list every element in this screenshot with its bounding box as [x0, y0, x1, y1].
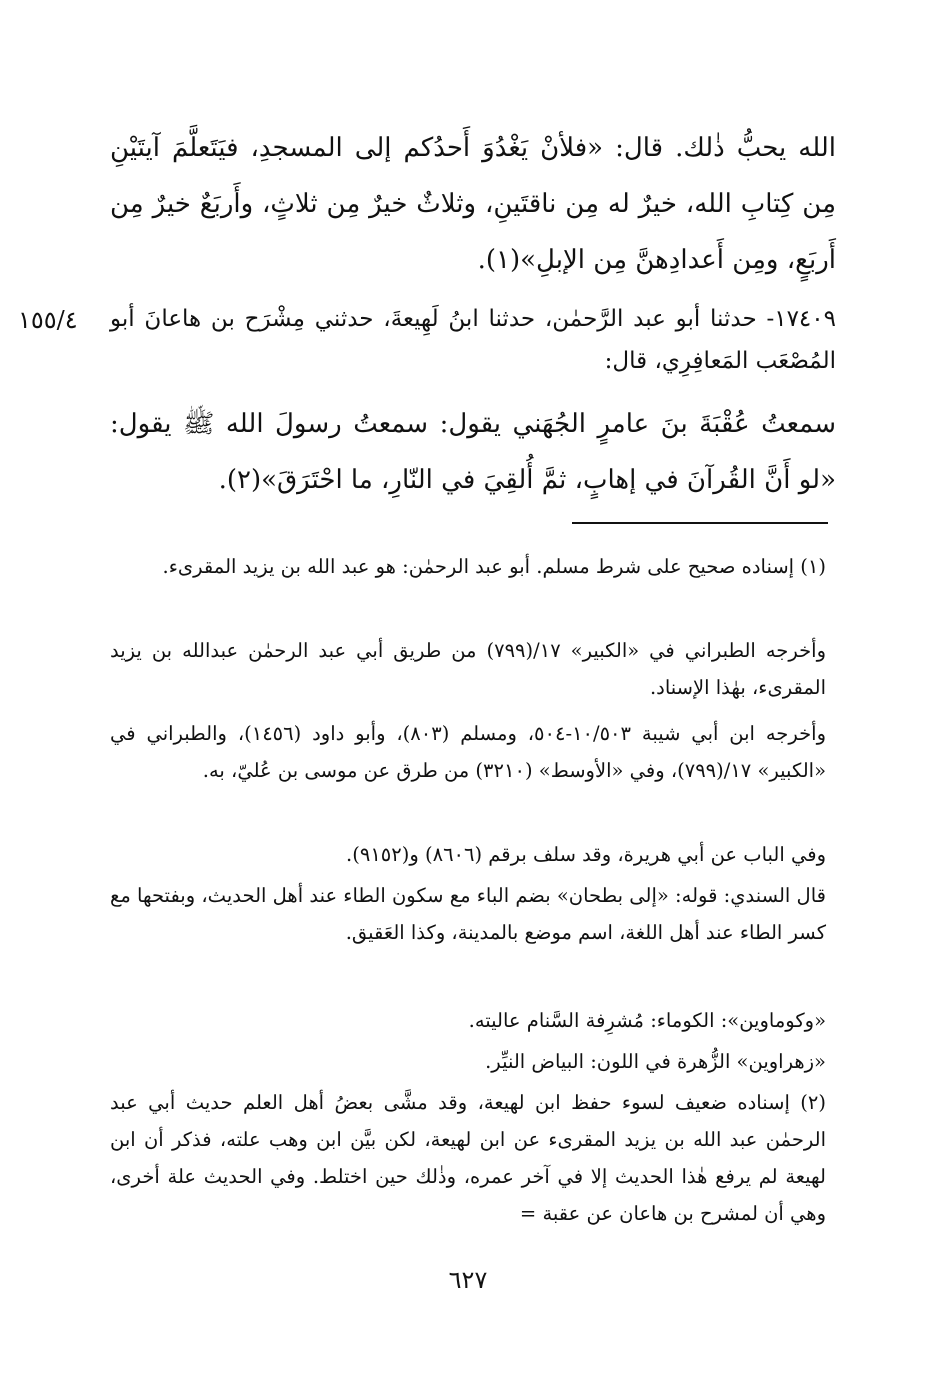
footnote-1-paragraph-3: وأخرجه ابن أبي شيبة ١٠/٥٠٣-٥٠٤، ومسلم (٨٠٣)، وأبو داود (١٤٥٦)، والطبراني في «الكبير» ١٧/(٧٩٩)، وفي «الأوسط» (٣٢١٠) من طرق عن موسى بن عُليّ، به. [110, 722, 826, 782]
footnote-separator-line [572, 522, 828, 524]
hadith-17409-matn: سمعتُ عُقْبَةَ بنَ عامرٍ الجُهَني يقول: سمعتُ رسولَ الله ﷺ يقول: «لو أَنَّ القُرآنَ في إهابٍ، ثمَّ أُلقِيَ في النّارِ، ما احْتَرَقَ»(٢). [110, 409, 836, 495]
footnote-1-paragraph-2: وأخرجه الطبراني في «الكبير» ١٧/(٧٩٩) من طريق أبي عبد الرحمٰن عبدالله بن يزيد المقرىء، بهٰذا الإسناد. [110, 639, 826, 699]
footnote-1-paragraph-6: «وكوماوين»: الكوماء: مُشرِفة السَّنام عاليته. [468, 1009, 826, 1032]
hadith-continuation-paragraph: الله يحبُّ ذٰلك. قال: «فلأنْ يَغْدُوَ أَحدُكم إلى المسجدِ، فيَتَعلَّمَ آيتَيْنِ مِن كِتابِ الله، خيرٌ له مِن ناقتَينِ، وثلاثٌ خيرٌ مِن ثلاثٍ، وأَربَعٌ خيرٌ مِن أَربَعٍ، ومِن أَعدادِهنَّ مِن الإبلِ»(١). [110, 133, 836, 275]
page-number: ٦٢٧ [448, 1266, 488, 1294]
footnote-1-paragraph-5: قال السندي: قوله: «إلى بطحان» بضم الباء مع سكون الطاء عند أهل الحديث، وبفتحها مع كسر الطاء عند أهل اللغة، اسم موضع بالمدينة، وكذا العَقيق. [110, 884, 826, 944]
footnote-1-paragraph-1: (١) إسناده صحيح على شرط مسلم. أبو عبد الرحمٰن: هو عبد الله بن يزيد المقرىء. [162, 555, 826, 578]
volume-page-reference: ١٥٥/٤ [18, 306, 78, 334]
footnote-2-paragraph: (٢) إسناده ضعيف لسوء حفظ ابن لهيعة، وقد مشَّى بعضُ أهل العلم حديث أبي عبد الرحمٰن عبد الله بن يزيد المقرىء عن ابن لهيعة، لكن بيَّن ابن وهب علته، فذكر أن ابن لهيعة لم يرفع هٰذا الحديث إلا في آخر عمره، وذٰلك حين اختلط. وفي الحديث علة أخرى، وهي أن لمشرح بن هاعان عن عقبة = [110, 1091, 826, 1225]
footnote-1-paragraph-4: وفي الباب عن أبي هريرة، وقد سلف برقم (٨٦٠٦) و(٩١٥٢). [346, 843, 826, 866]
footnote-1-paragraph-7: «زهراوين» الزُّهرة في اللون: البياض النيِّر. [485, 1050, 826, 1073]
hadith-17409-isnad: ١٧٤٠٩- حدثنا أبو عبد الرَّحمٰن، حدثنا ابنُ لَهِيعةَ، حدثني مِشْرَح بن هاعانَ أبو المُصْعَب المَعافِرِي، قال: [110, 306, 836, 374]
